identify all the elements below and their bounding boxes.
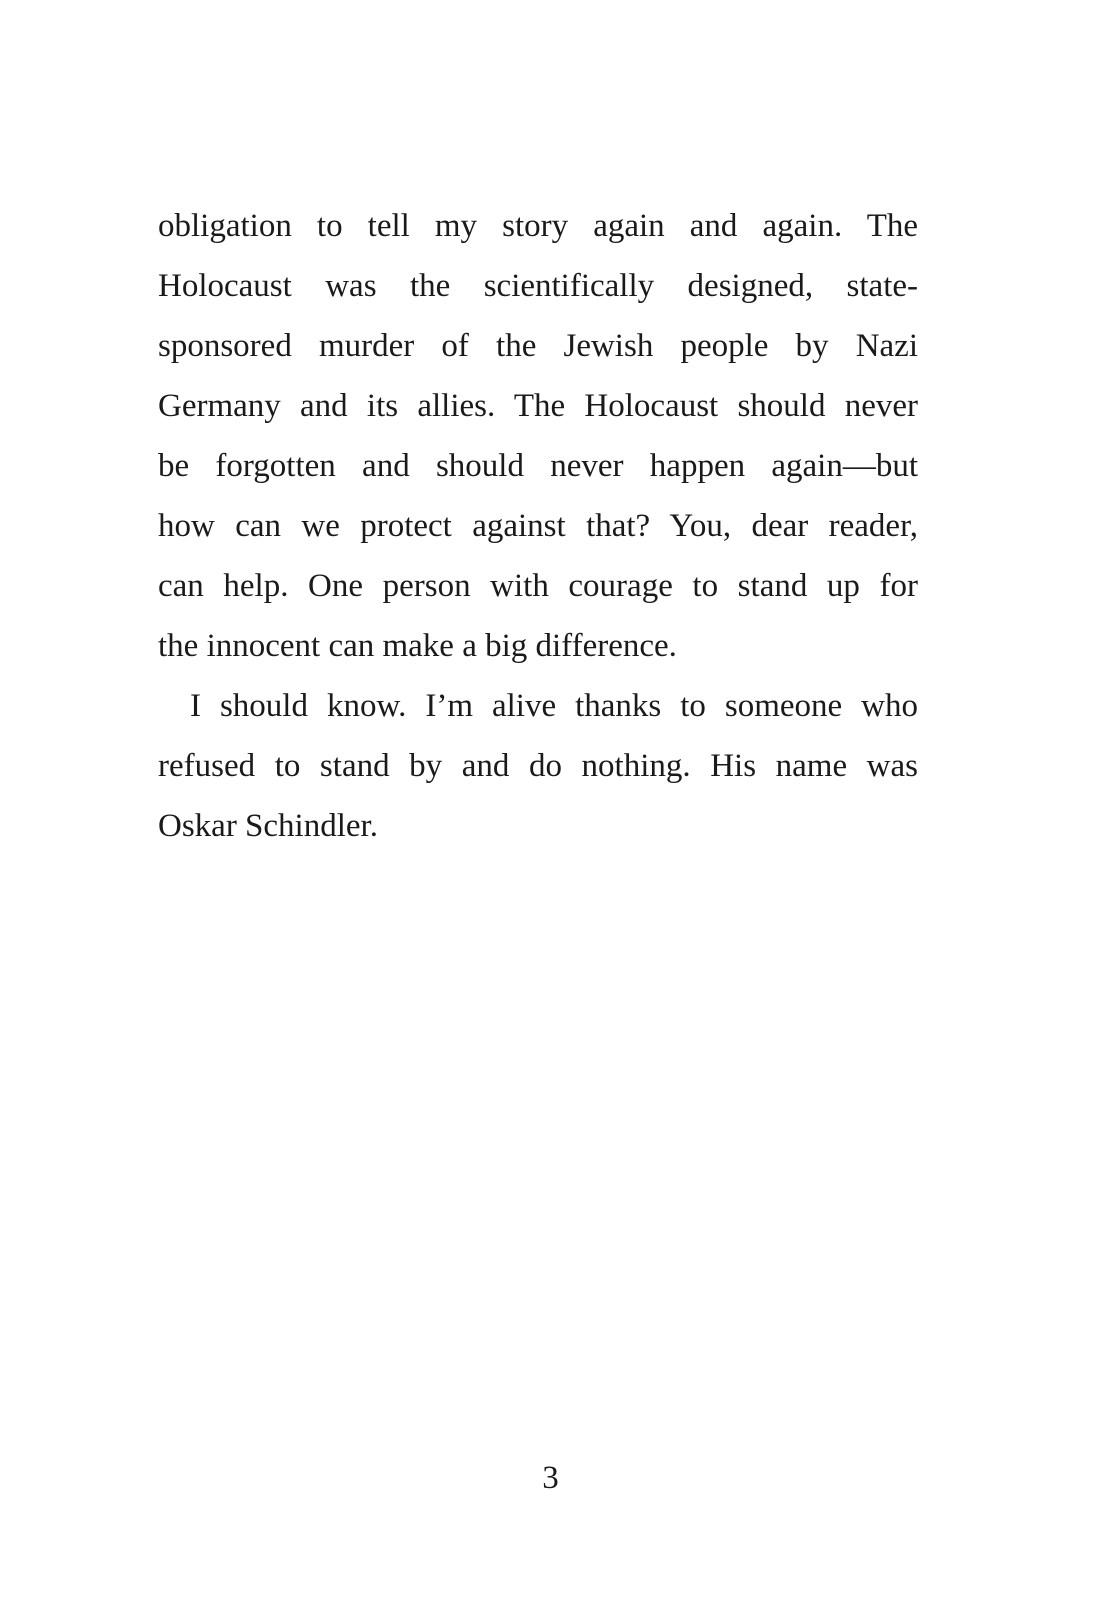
- paragraph-2: [158, 676, 918, 856]
- text-line: Holocaust was the scientifically designed, state-: [158, 268, 918, 304]
- paragraph-1: [158, 196, 918, 676]
- text-line: the innocent can make a big difference.: [158, 628, 677, 664]
- text-line: Oskar Schindler.: [158, 808, 378, 844]
- text-line: I should know. I’m alive thanks to someone who: [190, 688, 918, 724]
- page-number: 3: [542, 1460, 559, 1496]
- text-line: can help. One person with courage to stand up for: [158, 568, 918, 604]
- text-line: sponsored murder of the Jewish people by Nazi: [158, 328, 918, 364]
- text-line: how can we protect against that? You, dear reader,: [158, 508, 918, 544]
- text-line: Germany and its allies. The Holocaust should never: [158, 388, 918, 424]
- text-line: be forgotten and should never happen again—but: [158, 448, 918, 484]
- text-line: refused to stand by and do nothing. His name was: [158, 748, 918, 784]
- text-line: obligation to tell my story again and again. The: [158, 208, 918, 244]
- body-text: [158, 196, 918, 856]
